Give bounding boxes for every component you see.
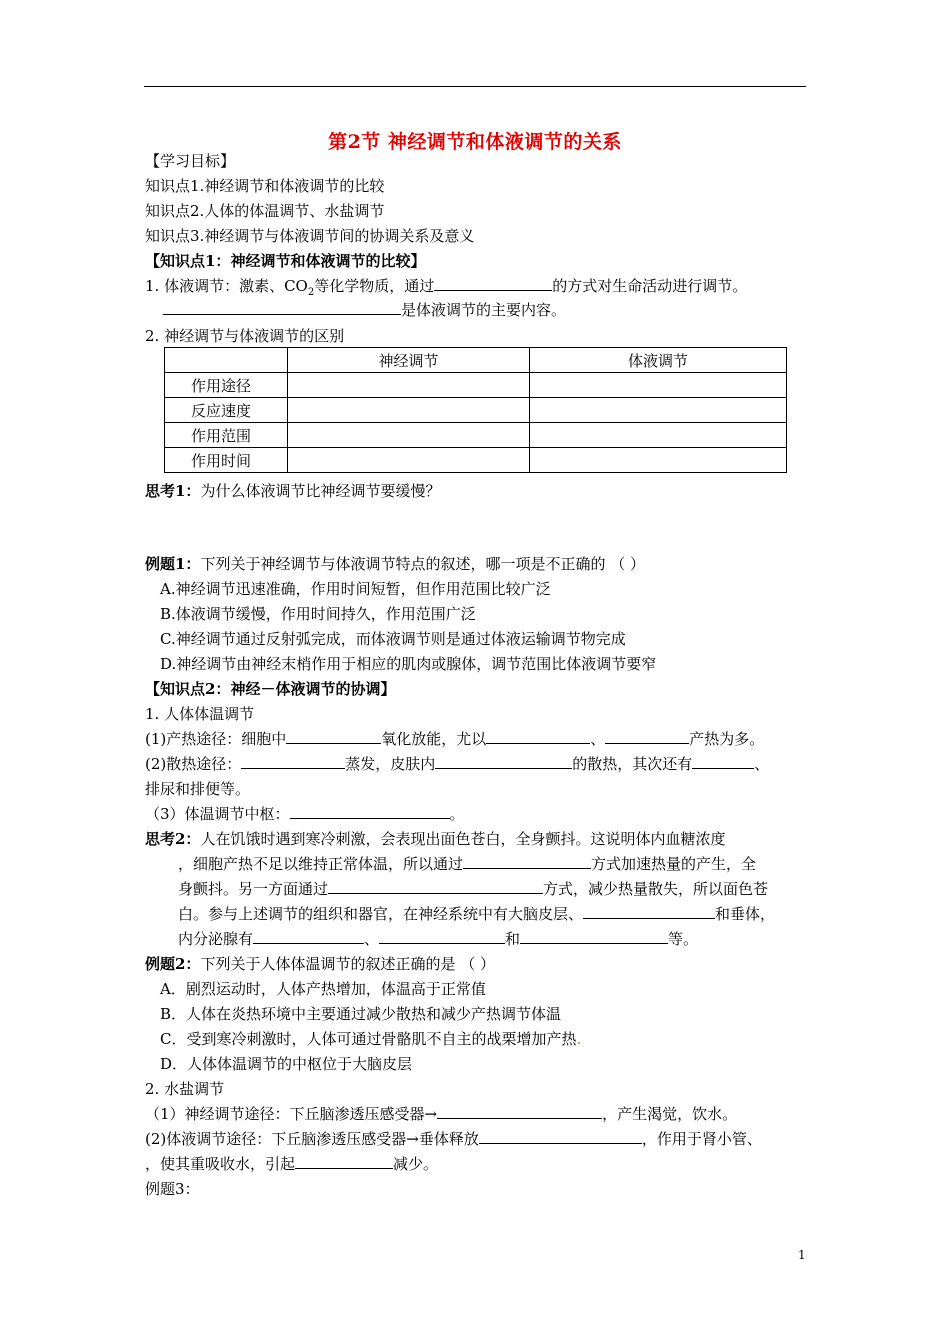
section-heading: 1. 人体体温调节	[145, 705, 255, 723]
table-cell[interactable]	[288, 448, 530, 473]
answer-blank[interactable]	[583, 903, 715, 919]
think-2-cont: 白。参与上述调节的组织和器官，在神经系统中有大脑皮层、 和垂体，	[178, 905, 776, 923]
answer-blank[interactable]	[479, 1128, 642, 1144]
question-2: 2. 神经调节与体液调节的区别	[145, 327, 345, 345]
answer-blank[interactable]	[328, 878, 543, 894]
goals-heading: 【学习目标】	[145, 152, 236, 170]
kp2-heading: 【知识点2：神经－体液调节的协调】	[145, 680, 396, 698]
option: D.神经调节由神经末梢作用于相应的肌肉或腺体，调节范围比体液调节要窄	[160, 655, 657, 673]
answer-blank[interactable]	[241, 753, 345, 769]
table-cell[interactable]	[530, 373, 787, 398]
goal-item: 知识点3.神经调节与体液调节间的协调关系及意义	[145, 227, 475, 245]
answer-blank[interactable]	[434, 275, 552, 291]
answer-blank[interactable]	[463, 853, 591, 869]
fill-line: （1）神经调节途径：下丘脑渗透压感受器→ ，产生渴觉，饮水。	[145, 1105, 738, 1123]
answer-blank[interactable]	[286, 728, 381, 744]
fill-line: （3）体温调节中枢： 。	[145, 805, 465, 823]
option: A.神经调节迅速准确，作用时间短暂，但作用范围比较广泛	[160, 580, 551, 598]
example-3: 例题3：	[145, 1180, 200, 1198]
answer-blank[interactable]	[379, 928, 505, 944]
example-2: 例题2：下列关于人体体温调节的叙述正确的是 （ ）	[145, 955, 495, 973]
table-cell[interactable]	[530, 398, 787, 423]
think-2-cont: 内分泌腺有 、 和 等。	[178, 930, 699, 948]
option: B.体液调节缓慢，作用时间持久，作用范围广泛	[160, 605, 476, 623]
option: A．剧烈运动时，人体产热增加，体温高于正常值	[160, 980, 486, 998]
section-heading: 2. 水盐调节	[145, 1080, 225, 1098]
comparison-table	[164, 347, 787, 473]
goal-item: 知识点1.神经调节和体液调节的比较	[145, 177, 385, 195]
goal-item: 知识点2.人体的体温调节、水盐调节	[145, 202, 385, 220]
table-row-label: 反应速度	[165, 398, 288, 423]
table-corner	[165, 348, 288, 373]
answer-blank[interactable]	[605, 728, 689, 744]
page-number: 1	[798, 1248, 806, 1262]
fill-line: 排尿和排便等。	[145, 780, 251, 798]
fill-line: (2)散热途径： 蒸发，皮肤内 的散热，其次还有 、	[145, 755, 770, 773]
think-2: 思考2：人在饥饿时遇到寒冷刺激，会表现出面色苍白，全身颤抖。这说明体内血糖浓度	[145, 830, 726, 848]
table-cell[interactable]	[288, 398, 530, 423]
fill-line: (2)体液调节途径：下丘脑渗透压感受器→垂体释放 ，作用于肾小管、	[145, 1130, 762, 1148]
think-2-cont: ，细胞产热不足以维持正常体温，所以通过 方式加速热量的产生，全	[178, 855, 757, 873]
answer-blank[interactable]	[435, 753, 572, 769]
answer-blank[interactable]	[520, 928, 668, 944]
answer-blank[interactable]	[163, 299, 401, 315]
table-cell[interactable]	[288, 423, 530, 448]
question-1: 1. 体液调节：激素、$CO_2$等化学物质，通过 的方式对生命活动进行调节。	[145, 277, 748, 298]
table-header: 神经调节	[288, 348, 530, 373]
answer-blank[interactable]	[290, 803, 450, 819]
option: C．受到寒冷刺激时，人体可通过骨骼肌不自主的战栗增加产热.	[160, 1030, 582, 1048]
think-2-cont: 身颤抖。另一方面通过 方式，减少热量散失，所以面色苍	[178, 880, 769, 898]
table-cell[interactable]	[530, 448, 787, 473]
table-cell[interactable]	[288, 373, 530, 398]
table-row-label: 作用范围	[165, 423, 288, 448]
answer-blank[interactable]	[486, 728, 590, 744]
think-1: 思考1：为什么体液调节比神经调节要缓慢？	[145, 482, 441, 500]
example-1: 例题1：下列关于神经调节与体液调节特点的叙述，哪一项是不正确的 （ ）	[145, 555, 645, 573]
table-row-label: 作用途径	[165, 373, 288, 398]
table-cell[interactable]	[530, 423, 787, 448]
fill-line: ，使其重吸收水，引起 减少。	[145, 1155, 439, 1173]
kp1-heading: 【知识点1：神经调节和体液调节的比较】	[145, 252, 426, 270]
option: D．人体体温调节的中枢位于大脑皮层	[160, 1055, 413, 1073]
fill-line: (1)产热途径：细胞中 氧化放能，尤以 、 产热为多。	[145, 730, 765, 748]
option: B．人体在炎热环境中主要通过减少散热和减少产热调节体温	[160, 1005, 562, 1023]
page-title: 第2节 神经调节和体液调节的关系	[328, 131, 622, 153]
table-header: 体液调节	[530, 348, 787, 373]
header-rule	[144, 86, 806, 87]
answer-blank[interactable]	[295, 1153, 393, 1169]
answer-blank[interactable]	[437, 1103, 602, 1119]
answer-blank[interactable]	[253, 928, 364, 944]
table-row-label: 作用时间	[165, 448, 288, 473]
answer-blank[interactable]	[692, 753, 754, 769]
question-1-cont: 是体液调节的主要内容。	[163, 299, 566, 321]
option: C.神经调节通过反射弧完成，而体液调节则是通过体液运输调节物完成	[160, 630, 626, 648]
